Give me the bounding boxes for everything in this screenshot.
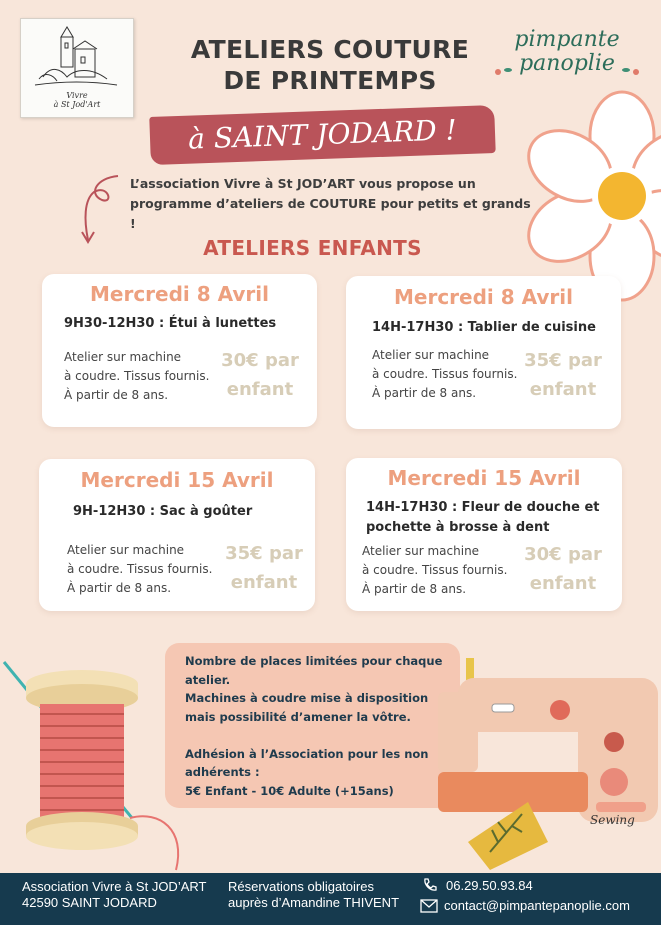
footer-association: Association Vivre à St JOD’ART 42590 SAINT JODARD [22, 879, 207, 910]
card-price: 30€ par enfant [524, 544, 602, 594]
card-date: Mercredi 15 Avril [387, 466, 581, 490]
footer-email[interactable]: contact@pimpantepanoplie.com [444, 898, 630, 913]
card-time-slot: 9H-12H30 : Sac à goûter [73, 504, 253, 519]
curly-arrow-icon [78, 170, 128, 250]
card-price: 35€ par enfant [225, 543, 303, 593]
card-time-slot: 9H30-12H30 : Étui à lunettes [64, 316, 277, 331]
association-logo [20, 18, 134, 118]
card-time-slot: 14H-17H30 : Fleur de douche et pochette à brosse à dent [366, 500, 600, 535]
phone-icon [422, 877, 438, 893]
card-time-slot: 14H-17H30 : Tablier de cuisine [372, 320, 596, 335]
card-price: 35€ par enfant [524, 350, 602, 400]
footer-reservation: Réservations obligatoires auprès d’Amandine THIVENT [228, 879, 400, 910]
footer-phone[interactable]: 06.29.50.93.84 [446, 878, 533, 893]
thread-spool-icon [0, 650, 190, 873]
card-description: Atelier sur machine à coudre. Tissus fournis. À partir de 8 ans. [67, 543, 213, 595]
section-title: ATELIERS ENFANTS [203, 236, 422, 260]
logo-text: Vivre à St Jod'Art [53, 91, 101, 109]
intro-text: L’association Vivre à St JOD’ART vous propose un programme d’ateliers de COUTURE pour petits et grands ! [130, 176, 531, 231]
card-price: 30€ par enfant [221, 350, 299, 400]
info-text: Nombre de places limitées pour chaque atelier. Machines à coudre mise à disposition mais possibilité d’amener la vôtre. Adhésion à l’Association pour les non adhérents : 5€ Enfant - 10€ Adulte (+15ans) [185, 654, 443, 798]
workshop-card-3 [39, 459, 315, 611]
card-date: Mercredi 8 Avril [89, 282, 269, 306]
workshop-card-4 [346, 458, 622, 611]
sewing-machine-icon [398, 652, 661, 873]
card-description: Atelier sur machine à coudre. Tissus fournis. À partir de 8 ans. [362, 544, 508, 596]
card-date: Mercredi 15 Avril [80, 468, 274, 492]
card-description: Atelier sur machine à coudre. Tissus fournis. À partir de 8 ans. [64, 350, 210, 402]
email-icon [420, 899, 438, 913]
workshop-card-1 [42, 274, 317, 427]
card-description: Atelier sur machine à coudre. Tissus fournis. À partir de 8 ans. [372, 348, 518, 400]
card-date: Mercredi 8 Avril [393, 285, 573, 309]
footer [0, 873, 661, 925]
leaf-ornament-icon [492, 64, 642, 80]
page-title: ATELIERS COUTURE DE PRINTEMPS [190, 35, 470, 95]
workshop-card-2 [346, 276, 621, 429]
location-banner-text: à SAINT JODARD ! [187, 113, 458, 156]
brand-logo: pimpante panoplie [492, 28, 642, 76]
machine-label: Sewing [590, 813, 635, 827]
